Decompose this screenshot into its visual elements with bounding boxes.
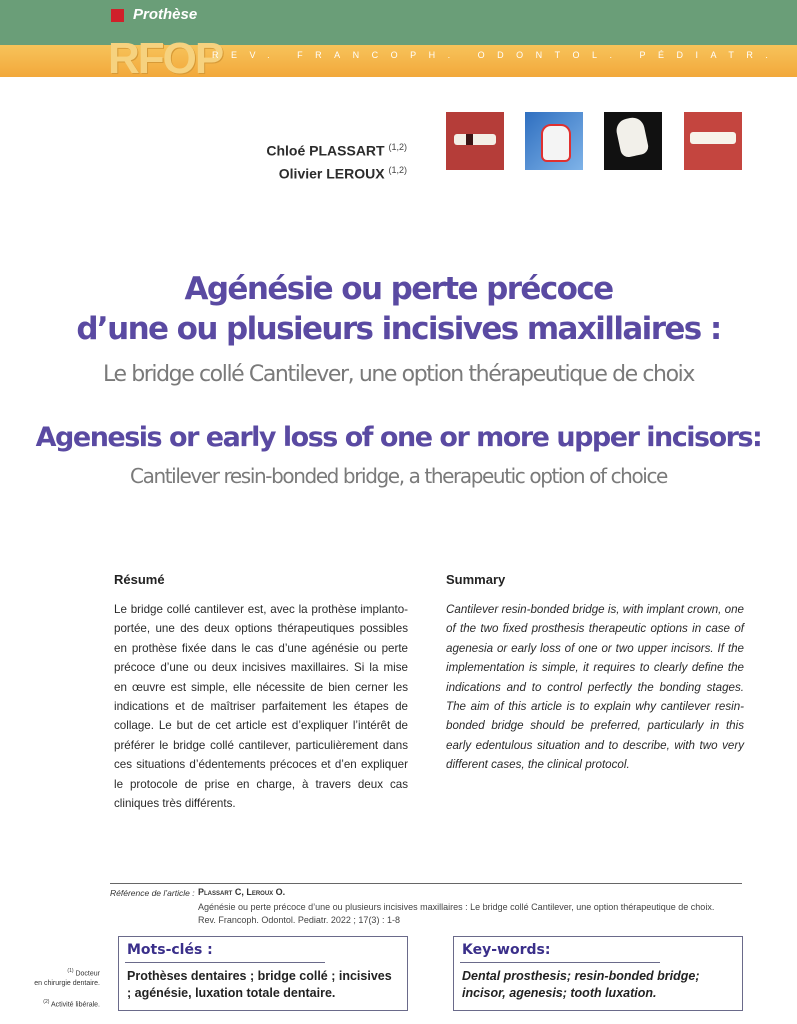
title-en: Agenesis or early loss of one or more upper incisors: (35, 422, 762, 453)
subtitle-fr: Le bridge collé Cantilever, une option thérapeutique de choix (103, 362, 694, 387)
clinical-photo-final-smile (684, 112, 742, 170)
keywords-en-title: Key-words: (462, 942, 551, 958)
affiliation-1: $^{(1)}$ Docteur en chirurgie dentaire. (34, 968, 100, 988)
reference-citation: Agénésie ou perte précoce d’une ou plusieurs incisives maxillaires : Le bridge collé Cantilever, une option thérapeutique de choix. Rev. Francoph. Odontol. Pediatr. 2022 ; 17(3) : 1-8 (198, 902, 715, 925)
clinical-photo-crown-model (525, 112, 583, 170)
clinical-photo-ceramic-crown (604, 112, 662, 170)
resume-text: Le bridge collé cantilever est, avec la prothèse implanto-portée, une des deux options thérapeutiques possibles en prothèse fixée dans le cas d’une agénésie ou perte précoce d’une ou deux incisives maxillaires. Si la mise en œuvre est simple, elle nécessite de bien cerner les indications et de maîtriser parfaitement les étapes de collage. Le but de cet article est d’expliquer l’intérêt de préférer le bridge collé cantilever, particulièrement dans ces situations d’édentements précoces et d’en expliquer le protocole de prise en charge, à travers deux cas cliniques très différents. (114, 603, 408, 811)
subtitle-en: Cantilever resin-bonded bridge, a therapeutic option of choice (130, 464, 667, 488)
divider (110, 883, 742, 884)
title-fr-line1: Agénésie ou perte précoce (184, 271, 613, 307)
keywords-fr-text: Prothèses dentaires ; bridge collé ; incisives ; agénésie, luxation totale dentaire. (127, 969, 392, 1000)
section-label: Prothèse (133, 6, 198, 23)
reference-label: Référence de l’article : (110, 888, 195, 898)
keywords-fr-title: Mots-clés : (127, 942, 213, 958)
title-fr-line2: d’une ou plusieurs incisives maxillaires : (76, 311, 721, 347)
affiliation-2: $^{(2)}$ Activité libérale. (43, 999, 100, 1009)
clinical-photo-missing-tooth (446, 112, 504, 170)
author: Olivier LEROUX $^{(1,2)}$ (278, 164, 407, 182)
author: Chloé PLASSART $^{(1,2)}$ (266, 142, 407, 159)
keywords-en-box (453, 936, 743, 1011)
author-list (266, 138, 407, 183)
resume-heading: Résumé (114, 572, 165, 587)
journal-name: REV. FRANCOPH. ODONTOL. PÉDIATR. (212, 50, 781, 60)
journal-logo: RFOP (108, 34, 223, 83)
section-marker-icon (111, 9, 124, 22)
keywords-en-text: Dental prosthesis; resin-bonded bridge; incisor, agenesis; tooth luxation. (462, 969, 700, 1000)
keywords-fr-box (118, 936, 408, 1011)
summary-heading: Summary (446, 572, 506, 587)
reference-authors: Plassart C, Leroux O. (198, 887, 286, 897)
summary-text: Cantilever resin-bonded bridge is, with implant crown, one of the two fixed prosthesis therapeutic options in case of agenesia or early loss of one or two upper incisors. If the implementation is simple, it requires to clearly define the indications and to control perfectly the bonding stages. The aim of this article is to explain why cantilever resin-bonded bridge should be preferred, particularly in this early edentulous situation and to describe, with two very different cases, the clinical protocol. (446, 603, 744, 772)
